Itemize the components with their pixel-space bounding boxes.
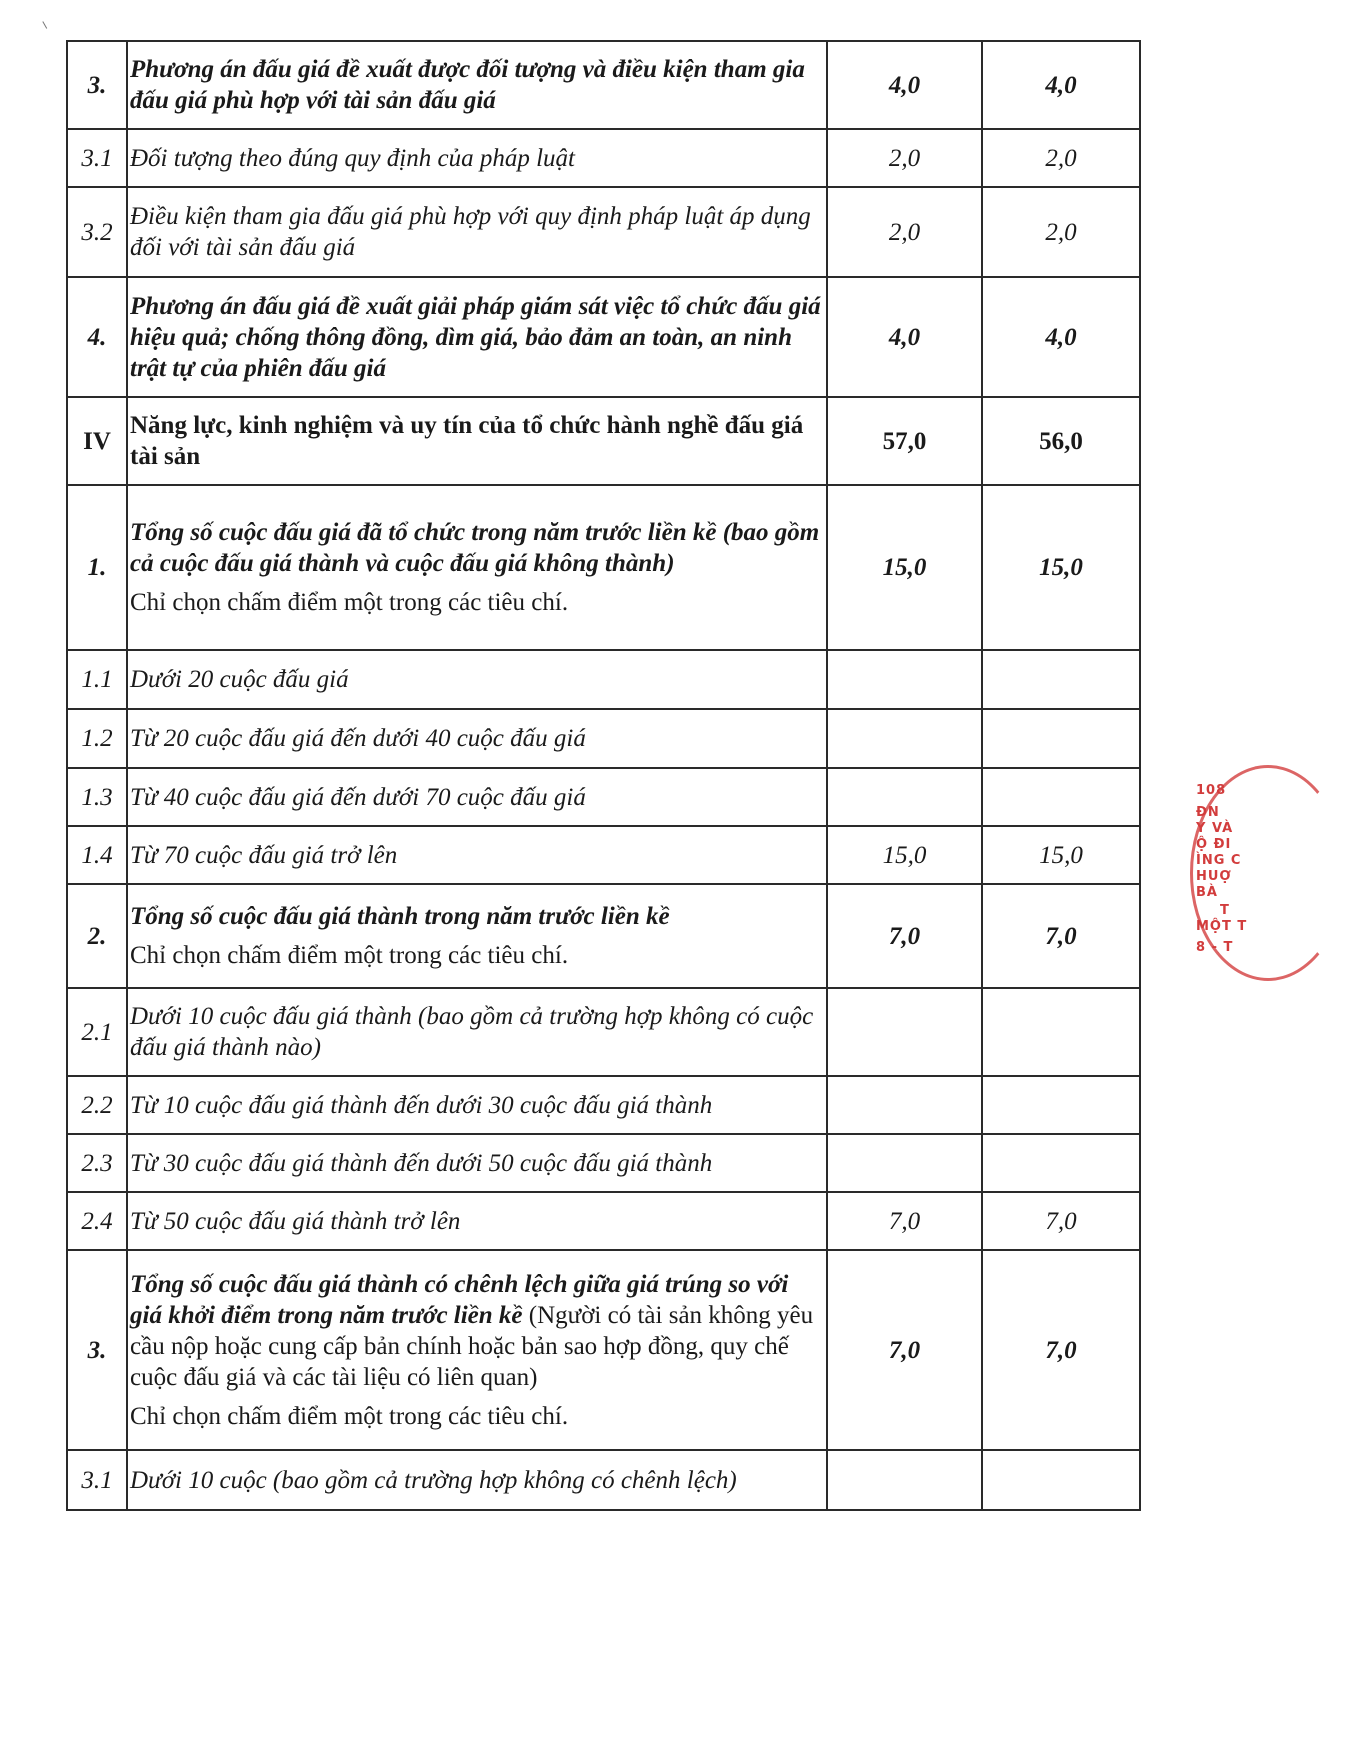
criterion-text: Tổng số cuộc đấu giá thành có chênh lệch giữa giá trúng so với giá khởi điểm trong năm trước liền kề bbox=[130, 1270, 789, 1329]
awarded-score bbox=[982, 768, 1140, 826]
awarded-score: 2,0 bbox=[982, 187, 1140, 277]
criterion-text: Từ 20 cuộc đấu giá đến dưới 40 cuộc đấu giá bbox=[127, 709, 827, 768]
row-number: 2.2 bbox=[67, 1076, 127, 1134]
awarded-score bbox=[982, 988, 1140, 1076]
stamp-text: 8 - T bbox=[1196, 940, 1234, 955]
table-row bbox=[67, 485, 1140, 650]
awarded-score bbox=[982, 650, 1140, 709]
criterion-note: Chỉ chọn chấm điểm một trong các tiêu chí. bbox=[130, 589, 569, 616]
red-seal-stamp bbox=[1190, 765, 1248, 975]
stamp-text: ĐN bbox=[1196, 805, 1220, 820]
max-score: 15,0 bbox=[827, 485, 982, 650]
table-row bbox=[67, 41, 1140, 129]
criterion-text: Đối tượng theo đúng quy định của pháp luật bbox=[127, 129, 827, 187]
max-score: 7,0 bbox=[827, 1250, 982, 1450]
table-row bbox=[67, 1192, 1140, 1250]
table-row bbox=[67, 709, 1140, 768]
table-row bbox=[67, 129, 1140, 187]
row-number: 2.3 bbox=[67, 1134, 127, 1192]
row-number: 3.1 bbox=[67, 129, 127, 187]
stamp-text: 108 bbox=[1196, 783, 1227, 798]
criterion-text: Từ 10 cuộc đấu giá thành đến dưới 30 cuộc đấu giá thành bbox=[127, 1076, 827, 1134]
table-row bbox=[67, 187, 1140, 277]
awarded-score: 15,0 bbox=[982, 826, 1140, 884]
table-row bbox=[67, 1134, 1140, 1192]
awarded-score: 7,0 bbox=[982, 1192, 1140, 1250]
awarded-score: 56,0 bbox=[982, 397, 1140, 485]
row-number: 3. bbox=[67, 1250, 127, 1450]
criterion-cell bbox=[127, 485, 827, 650]
row-number: 1.3 bbox=[67, 768, 127, 826]
row-number: 1.4 bbox=[67, 826, 127, 884]
max-score: 7,0 bbox=[827, 1192, 982, 1250]
scoring-table-body bbox=[67, 41, 1140, 1510]
awarded-score: 4,0 bbox=[982, 277, 1140, 397]
table-row bbox=[67, 397, 1140, 485]
criterion-cell bbox=[127, 1250, 827, 1450]
table-row bbox=[67, 277, 1140, 397]
max-score bbox=[827, 650, 982, 709]
stamp-text: Ộ ĐI bbox=[1196, 837, 1232, 852]
max-score: 2,0 bbox=[827, 129, 982, 187]
scan-mark bbox=[42, 19, 50, 28]
awarded-score: 2,0 bbox=[982, 129, 1140, 187]
row-number: 2.1 bbox=[67, 988, 127, 1076]
stamp-text: ÌNG C bbox=[1196, 853, 1242, 868]
row-number: IV bbox=[67, 397, 127, 485]
criterion-text: Năng lực, kinh nghiệm và uy tín của tổ chức hành nghề đấu giá tài sản bbox=[127, 397, 827, 485]
criterion-text: Từ 70 cuộc đấu giá trở lên bbox=[127, 826, 827, 884]
criterion-note: Chỉ chọn chấm điểm một trong các tiêu chí. bbox=[130, 1402, 569, 1430]
criterion-text: Từ 50 cuộc đấu giá thành trở lên bbox=[127, 1192, 827, 1250]
max-score: 57,0 bbox=[827, 397, 982, 485]
awarded-score bbox=[982, 709, 1140, 768]
criterion-text: Từ 40 cuộc đấu giá đến dưới 70 cuộc đấu giá bbox=[127, 768, 827, 826]
row-number: 1. bbox=[67, 485, 127, 650]
table-row bbox=[67, 988, 1140, 1076]
max-score bbox=[827, 1450, 982, 1510]
stamp-text: Y VÀ bbox=[1196, 821, 1234, 836]
criterion-text: Dưới 10 cuộc (bao gồm cả trường hợp không có chênh lệch) bbox=[127, 1450, 827, 1510]
row-number: 3.1 bbox=[67, 1450, 127, 1510]
awarded-score: 4,0 bbox=[982, 41, 1140, 129]
stamp-text: MỘT T bbox=[1196, 919, 1248, 934]
table-row bbox=[67, 1076, 1140, 1134]
awarded-score: 15,0 bbox=[982, 485, 1140, 650]
max-score bbox=[827, 988, 982, 1076]
stamp-text: BÀ bbox=[1196, 885, 1218, 900]
table-row bbox=[67, 884, 1140, 988]
awarded-score bbox=[982, 1134, 1140, 1192]
row-number: 4. bbox=[67, 277, 127, 397]
criterion-text: Tổng số cuộc đấu giá đã tổ chức trong năm trước liền kề (bao gồm cả cuộc đấu giá thành và cuộc đấu giá không thành) bbox=[130, 519, 820, 577]
table-row bbox=[67, 1450, 1140, 1510]
awarded-score: 7,0 bbox=[982, 884, 1140, 988]
table-row bbox=[67, 1250, 1140, 1450]
scoring-table bbox=[66, 40, 1141, 1511]
row-number: 1.2 bbox=[67, 709, 127, 768]
awarded-score: 7,0 bbox=[982, 1250, 1140, 1450]
max-score: 15,0 bbox=[827, 826, 982, 884]
row-number: 2.4 bbox=[67, 1192, 127, 1250]
table-row bbox=[67, 826, 1140, 884]
table-row bbox=[67, 768, 1140, 826]
row-number: 3. bbox=[67, 41, 127, 129]
criterion-text-tail: (Người có tài sản không yêu cầu nộp hoặc cung cấp bản chính hoặc bản sao hợp đồng, quy chế cuộc đấu giá và các tài liệu có liên quan) bbox=[130, 1301, 814, 1391]
criterion-text: Dưới 10 cuộc đấu giá thành (bao gồm cả trường hợp không có cuộc đấu giá thành nào) bbox=[127, 988, 827, 1076]
stamp-text: T bbox=[1220, 903, 1230, 918]
criterion-text: Điều kiện tham gia đấu giá phù hợp với quy định pháp luật áp dụng đối với tài sản đấu giá bbox=[127, 187, 827, 277]
max-score bbox=[827, 1076, 982, 1134]
max-score: 4,0 bbox=[827, 41, 982, 129]
awarded-score bbox=[982, 1450, 1140, 1510]
row-number: 1.1 bbox=[67, 650, 127, 709]
max-score bbox=[827, 709, 982, 768]
max-score: 2,0 bbox=[827, 187, 982, 277]
max-score bbox=[827, 768, 982, 826]
criterion-text: Dưới 20 cuộc đấu giá bbox=[127, 650, 827, 709]
criterion-note: Chỉ chọn chấm điểm một trong các tiêu chí. bbox=[130, 942, 569, 969]
criterion-text: Phương án đấu giá đề xuất giải pháp giám sát việc tổ chức đấu giá hiệu quả; chống thông đồng, dìm giá, bảo đảm an toàn, an ninh trật tự của phiên đấu giá bbox=[127, 277, 827, 397]
table-row bbox=[67, 650, 1140, 709]
criterion-text: Phương án đấu giá đề xuất được đối tượng và điều kiện tham gia đấu giá phù hợp với tài sản đấu giá bbox=[127, 41, 827, 129]
max-score: 7,0 bbox=[827, 884, 982, 988]
stamp-text: HUỢ bbox=[1196, 869, 1232, 884]
row-number: 2. bbox=[67, 884, 127, 988]
criterion-text: Tổng số cuộc đấu giá thành trong năm trước liền kề bbox=[130, 903, 670, 930]
criterion-cell bbox=[127, 884, 827, 988]
awarded-score bbox=[982, 1076, 1140, 1134]
criterion-text: Từ 30 cuộc đấu giá thành đến dưới 50 cuộc đấu giá thành bbox=[127, 1134, 827, 1192]
max-score: 4,0 bbox=[827, 277, 982, 397]
max-score bbox=[827, 1134, 982, 1192]
row-number: 3.2 bbox=[67, 187, 127, 277]
